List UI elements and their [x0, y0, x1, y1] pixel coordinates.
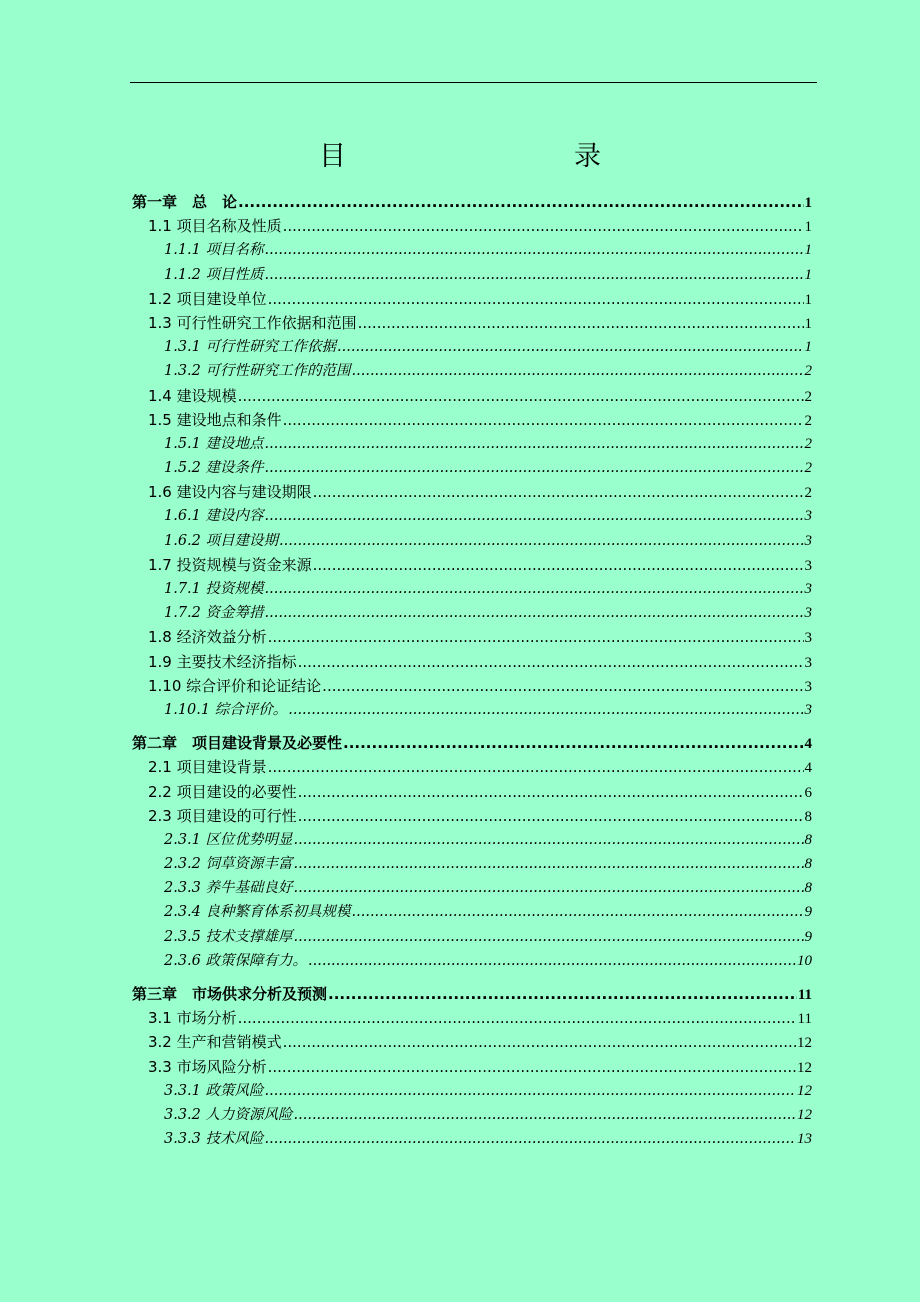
toc-page-number: 2 [804, 435, 812, 452]
toc-entry-title: 1.9 主要技术经济指标 [148, 652, 297, 671]
toc-section-entry[interactable] [132, 780, 812, 804]
toc-page-number: 12 [797, 1082, 812, 1099]
toc-section-entry[interactable] [132, 384, 812, 408]
toc-page-number: 3 [804, 508, 812, 525]
toc-dot-leader [265, 577, 804, 601]
toc-entry-title: 3.2 生产和营销模式 [148, 1033, 282, 1052]
toc-page-number: 3 [804, 532, 812, 549]
toc-section-entry[interactable] [132, 408, 812, 432]
toc-entry-title: 2.2 项目建设的必要性 [148, 782, 297, 801]
toc-entry-title: 1.8 经济效益分析 [148, 628, 267, 647]
toc-page-number: 1 [804, 219, 812, 236]
toc-page-number: 8 [804, 808, 812, 825]
toc-page-number: 12 [797, 1035, 812, 1052]
toc-page-number: 1 [804, 315, 812, 332]
toc-section-entry[interactable] [132, 650, 812, 674]
toc-dot-leader [268, 1055, 796, 1079]
toc-dot-leader [268, 755, 804, 779]
toc-subsection-entry[interactable] [132, 335, 812, 359]
toc-dot-leader [328, 982, 797, 1006]
toc-dot-leader [265, 1079, 796, 1103]
toc-subsection-entry[interactable] [132, 456, 812, 480]
toc-dot-leader [283, 408, 804, 432]
toc-dot-leader [352, 900, 804, 924]
toc-subsection-entry[interactable] [132, 432, 812, 456]
toc-entry-title: 1.3.1 可行性研究工作依据 [164, 339, 337, 356]
toc-dot-leader [265, 456, 804, 480]
toc-entry-title: 1.10 综合评价和论证结论 [148, 676, 322, 695]
toc-page-number: 12 [797, 1106, 812, 1123]
toc-page-number: 8 [804, 880, 812, 897]
toc-page-number: 3 [804, 557, 812, 574]
toc-entry-title: 1.1.1 项目名称 [164, 242, 264, 259]
toc-dot-leader [265, 238, 804, 262]
toc-entry-title: 1.1.2 项目性质 [164, 266, 264, 283]
toc-chapter-entry[interactable] [132, 190, 812, 214]
toc-entry-title: 1.6.2 项目建设期 [164, 532, 279, 549]
toc-dot-leader [279, 529, 803, 553]
toc-page-number: 1 [804, 242, 812, 259]
toc-dot-leader [313, 480, 804, 504]
toc-subsection-entry[interactable] [132, 577, 812, 601]
toc-page-number: 3 [804, 701, 812, 718]
toc-section-entry[interactable] [132, 625, 812, 649]
toc-dot-leader [268, 625, 804, 649]
toc-subsection-entry[interactable] [132, 263, 812, 287]
toc-subsection-entry[interactable] [132, 359, 812, 383]
toc-subsection-entry[interactable] [132, 900, 812, 924]
toc-entry-title: 1.5.2 建设条件 [164, 460, 264, 477]
toc-entry-title: 1.10.1 综合评价。 [164, 701, 288, 718]
toc-subsection-entry[interactable] [132, 504, 812, 528]
toc-page-number: 1 [804, 195, 812, 211]
toc-page-number: 2 [804, 363, 812, 380]
toc-dot-leader [265, 263, 804, 287]
toc-page-number: 8 [804, 831, 812, 848]
toc-page-number: 8 [804, 856, 812, 873]
toc-dot-leader [294, 1103, 796, 1127]
toc-page-number: 2 [804, 485, 812, 502]
toc-entry-title: 2.3.2 饲草资源丰富 [164, 856, 293, 873]
toc-entry-title: 2.3.1 区位优势明显 [164, 831, 293, 848]
toc-subsection-entry[interactable] [132, 852, 812, 876]
toc-dot-leader [283, 214, 804, 238]
toc-dot-leader [322, 674, 803, 698]
toc-subsection-entry[interactable] [132, 238, 812, 262]
toc-page-number: 3 [804, 678, 812, 695]
toc-page-number: 6 [804, 784, 812, 801]
toc-section-entry[interactable] [132, 1006, 812, 1030]
toc-dot-leader [265, 1127, 796, 1151]
toc-dot-leader [308, 949, 796, 973]
toc-subsection-entry[interactable] [132, 1127, 812, 1151]
toc-subsection-entry[interactable] [132, 876, 812, 900]
toc-dot-leader [294, 852, 804, 876]
toc-subsection-entry[interactable] [132, 925, 812, 949]
toc-section-entry[interactable] [132, 1055, 812, 1079]
toc-entry-title: 3.3.1 政策风险 [164, 1082, 264, 1099]
toc-subsection-entry[interactable] [132, 828, 812, 852]
toc-dot-leader [298, 780, 804, 804]
toc-page-number: 12 [797, 1059, 812, 1076]
toc-subsection-entry[interactable] [132, 949, 812, 973]
toc-section-entry[interactable] [132, 674, 812, 698]
toc-section-entry[interactable] [132, 214, 812, 238]
toc-dot-leader [283, 1030, 796, 1054]
toc-section-entry[interactable] [132, 1030, 812, 1054]
toc-dot-leader [265, 432, 804, 456]
toc-entry-title: 3.3.3 技术风险 [164, 1131, 264, 1148]
toc-page-number: 3 [804, 654, 812, 671]
toc-section-entry[interactable] [132, 755, 812, 779]
toc-entry-title: 1.6 建设内容与建设期限 [148, 483, 312, 502]
toc-page-number: 1 [804, 266, 812, 283]
toc-section-entry[interactable] [132, 553, 812, 577]
toc-page-number: 4 [804, 760, 812, 777]
toc-dot-leader [343, 731, 803, 755]
toc-dot-leader [288, 698, 803, 722]
toc-dot-leader [265, 504, 804, 528]
toc-entry-title: 2.3.3 养牛基础良好 [164, 880, 293, 897]
toc-page-number: 13 [797, 1131, 812, 1148]
toc-dot-leader [294, 876, 804, 900]
toc-page-number: 1 [804, 339, 812, 356]
toc-dot-leader [265, 601, 804, 625]
toc-dot-leader [238, 1006, 797, 1030]
toc-dot-leader [268, 287, 804, 311]
page-title: 目 录 [319, 141, 659, 172]
toc-dot-leader [294, 925, 804, 949]
toc-entry-title: 第一章 总 论 [132, 193, 238, 211]
toc-entry-title: 3.3 市场风险分析 [148, 1057, 267, 1076]
toc-page-number: 3 [804, 605, 812, 622]
toc-entry-title: 第三章 市场供求分析及预测 [132, 985, 328, 1003]
toc-entry-title: 第二章 项目建设背景及必要性 [132, 734, 343, 753]
toc-subsection-entry[interactable] [132, 1079, 812, 1103]
toc-entry-title: 1.3.2 可行性研究工作的范围 [164, 363, 351, 380]
toc-chapter-entry[interactable] [132, 982, 812, 1006]
toc-dot-leader [352, 359, 804, 383]
toc-page-number: 9 [804, 928, 812, 945]
toc-entry-title: 3.1 市场分析 [148, 1009, 237, 1028]
toc-section-entry[interactable] [132, 804, 812, 828]
toc-dot-leader [337, 335, 803, 359]
toc-dot-leader [294, 828, 804, 852]
toc-entry-title: 1.5.1 建设地点 [164, 435, 264, 452]
toc-dot-leader [238, 190, 803, 214]
toc-entry-title: 1.7 投资规模与资金来源 [148, 555, 312, 574]
toc-entry-title: 1.7.1 投资规模 [164, 581, 264, 597]
toc-page-number: 2 [804, 388, 812, 405]
toc-entry-title: 2.3 项目建设的可行性 [148, 806, 297, 825]
toc-entry-title: 1.7.2 资金筹措 [164, 605, 264, 622]
toc-page-number: 3 [804, 630, 812, 647]
header-rule [130, 82, 817, 83]
toc-entry-title: 1.3 可行性研究工作依据和范围 [148, 313, 357, 332]
toc-dot-leader [298, 804, 804, 828]
toc-entry-title: 1.1 项目名称及性质 [148, 217, 282, 236]
toc-page-number: 4 [804, 736, 812, 753]
table-of-contents [132, 190, 812, 1151]
toc-entry-title: 2.3.4 良种繁育体系初具规模 [164, 904, 351, 921]
toc-page-number: 2 [804, 460, 812, 477]
toc-section-entry[interactable] [132, 311, 812, 335]
toc-entry-title: 2.3.6 政策保障有力。 [164, 952, 308, 969]
toc-dot-leader [313, 553, 804, 577]
toc-entry-title: 1.5 建设地点和条件 [148, 410, 282, 429]
toc-page-number: 11 [797, 1011, 812, 1028]
toc-chapter-entry[interactable] [132, 731, 812, 755]
toc-section-entry[interactable] [132, 480, 812, 504]
toc-dot-leader [358, 311, 804, 335]
toc-entry-title: 1.4 建设规模 [148, 386, 237, 405]
toc-page-number: 11 [797, 987, 812, 1003]
toc-subsection-entry[interactable] [132, 698, 812, 722]
toc-dot-leader [298, 650, 804, 674]
toc-entry-title: 1.2 项目建设单位 [148, 289, 267, 308]
toc-entry-title: 3.3.2 人力资源风险 [164, 1106, 293, 1123]
toc-dot-leader [238, 384, 804, 408]
toc-page-number: 1 [804, 291, 812, 308]
toc-subsection-entry[interactable] [132, 529, 812, 553]
toc-page-number: 10 [797, 952, 812, 969]
toc-entry-title: 2.1 项目建设背景 [148, 758, 267, 777]
toc-page-number: 9 [804, 904, 812, 921]
toc-page-number: 3 [804, 581, 812, 597]
toc-entry-title: 1.6.1 建设内容 [164, 508, 264, 525]
toc-subsection-entry[interactable] [132, 601, 812, 625]
toc-entry-title: 2.3.5 技术支撑雄厚 [164, 928, 293, 945]
toc-page-number: 2 [804, 412, 812, 429]
toc-section-entry[interactable] [132, 287, 812, 311]
toc-subsection-entry[interactable] [132, 1103, 812, 1127]
